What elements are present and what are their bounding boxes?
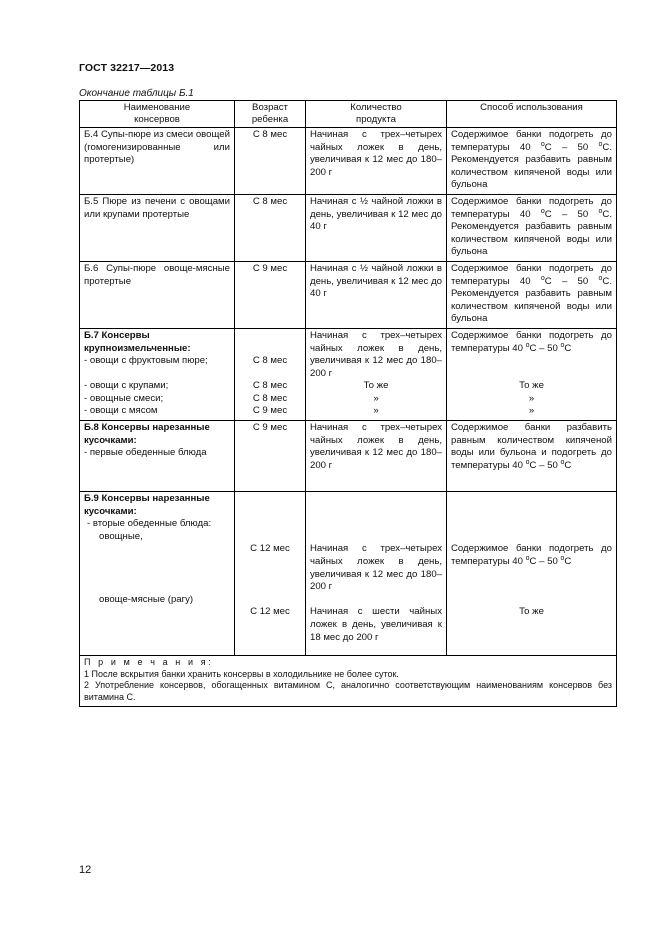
age-cell: С 8 мес С 8 мес С 8 мес С 9 мес — [235, 328, 306, 420]
list-item: - овощи с фруктовым пюре; — [84, 355, 208, 367]
quantity-cell: Начиная с ½ чайной ложки в день, увеличивая к 12 мес до 40 г — [306, 261, 447, 328]
note-item: 2 Употребление консервов, обогащенных витамином С, аналогично соответствующим наименованиям консервов без витамина С. — [84, 680, 612, 702]
method-cell: Содержимое банки подогреть до температуры 40 $^о$С – 50 $^о$С. Рекомендуется разбавить равным количеством кипяченой воды или бульона — [447, 194, 617, 261]
document-code: ГОСТ 32217—2013 — [79, 62, 175, 74]
table-caption: Окончание таблицы Б.1 — [79, 88, 194, 99]
product-name-cell — [80, 328, 235, 420]
age-cell: С 8 мес — [235, 128, 306, 195]
table-row — [80, 128, 617, 195]
table-header-row — [80, 101, 617, 128]
product-name-cell: Б.5 Пюре из печени с овощами или крупами протертые — [80, 194, 235, 261]
age-cell: С 12 мес С 12 мес — [235, 492, 306, 656]
age-cell: С 9 мес — [235, 421, 306, 492]
column-header-age: Возраст ребенка — [235, 101, 306, 128]
list-item: овощные, — [99, 530, 143, 542]
canned-food-table — [79, 100, 617, 707]
quantity-cell: Начиная с трех–четырех чайных ложек в день, увеличивая к 12 мес до 180–200 г Начиная с шести чайных ложек в день, увеличивая к 18 мес до 200 г — [306, 492, 447, 656]
group-subtitle: - вторые обеденные блюда: — [87, 518, 212, 530]
notes-title: П р и м е ч а н и я: — [84, 657, 214, 668]
list-item: - овощи с крупами; — [84, 380, 169, 392]
quantity-cell: Начиная с ½ чайной ложки в день, увеличивая к 12 мес до 40 г — [306, 194, 447, 261]
column-header-method: Способ использования — [447, 101, 617, 128]
table-row — [80, 421, 617, 492]
product-name-cell — [80, 492, 235, 656]
product-name-cell — [80, 421, 235, 492]
quantity-cell: Начиная с трех–четырех чайных ложек в день, увеличивая к 12 мес до 180–200 г То же » » — [306, 328, 447, 420]
method-cell: Содержимое банки разбавить равным количеством кипяченой воды или бульона и подогреть до температуры 40 $^о$С – 50 $^о$С — [447, 421, 617, 492]
method-cell: Содержимое банки подогреть до температуры 40 $^о$С – 50 $^о$С То же — [447, 492, 617, 656]
group-title: Б.9 Консервы нарезанные кусочками: — [84, 493, 210, 517]
age-cell: С 9 мес — [235, 261, 306, 328]
table-row — [80, 261, 617, 328]
list-item: - первые обеденные блюда — [84, 447, 207, 459]
product-name-cell: Б.6 Супы-пюре овоще-мясные протертые — [80, 261, 235, 328]
notes-row — [80, 656, 617, 707]
list-item: - овощные смеси; — [84, 392, 164, 404]
table-row — [80, 194, 617, 261]
note-item: 1 После вскрытия банки хранить консервы в холодильнике не более суток. — [84, 668, 399, 679]
table-row — [80, 328, 617, 420]
method-cell: Содержимое банки подогреть до температуры 40 $^о$С – 50 $^о$С. Рекомендуется разбавить равным количеством кипяченой воды или бульона — [447, 128, 617, 195]
list-item: овоще-мясные (рагу) — [99, 593, 194, 605]
group-title: Б.8 Консервы нарезанные кусочками: — [84, 422, 210, 446]
list-item: - овощи с мясом — [84, 405, 158, 417]
group-title: Б.7 Консервы крупноизмельченные: — [84, 329, 191, 354]
table-row — [80, 492, 617, 656]
notes-cell — [80, 656, 617, 707]
page-number: 12 — [79, 864, 92, 876]
method-cell: Содержимое банки подогреть до температуры 40 $^о$С – 50 $^о$С. Рекомендуется разбавить равным количеством кипяченой воды или бульона — [447, 261, 617, 328]
quantity-cell: Начиная с трех–четырех чайных ложек в день, увеличивая к 12 мес до 180–200 г — [306, 128, 447, 195]
method-cell: Содержимое банки подогреть до температуры 40 $^о$С – 50 $^о$С То же » » — [447, 328, 617, 420]
column-header-name: Наименование консервов — [80, 101, 235, 128]
column-header-quantity: Количество продукта — [306, 101, 447, 128]
product-name-cell: Б.4 Супы-пюре из смеси овощей (гомогенизированные или протертые) — [80, 128, 235, 195]
age-cell: С 8 мес — [235, 194, 306, 261]
quantity-cell: Начиная с трех–четырех чайных ложек в день, увеличивая к 12 мес до 180–200 г — [306, 421, 447, 492]
